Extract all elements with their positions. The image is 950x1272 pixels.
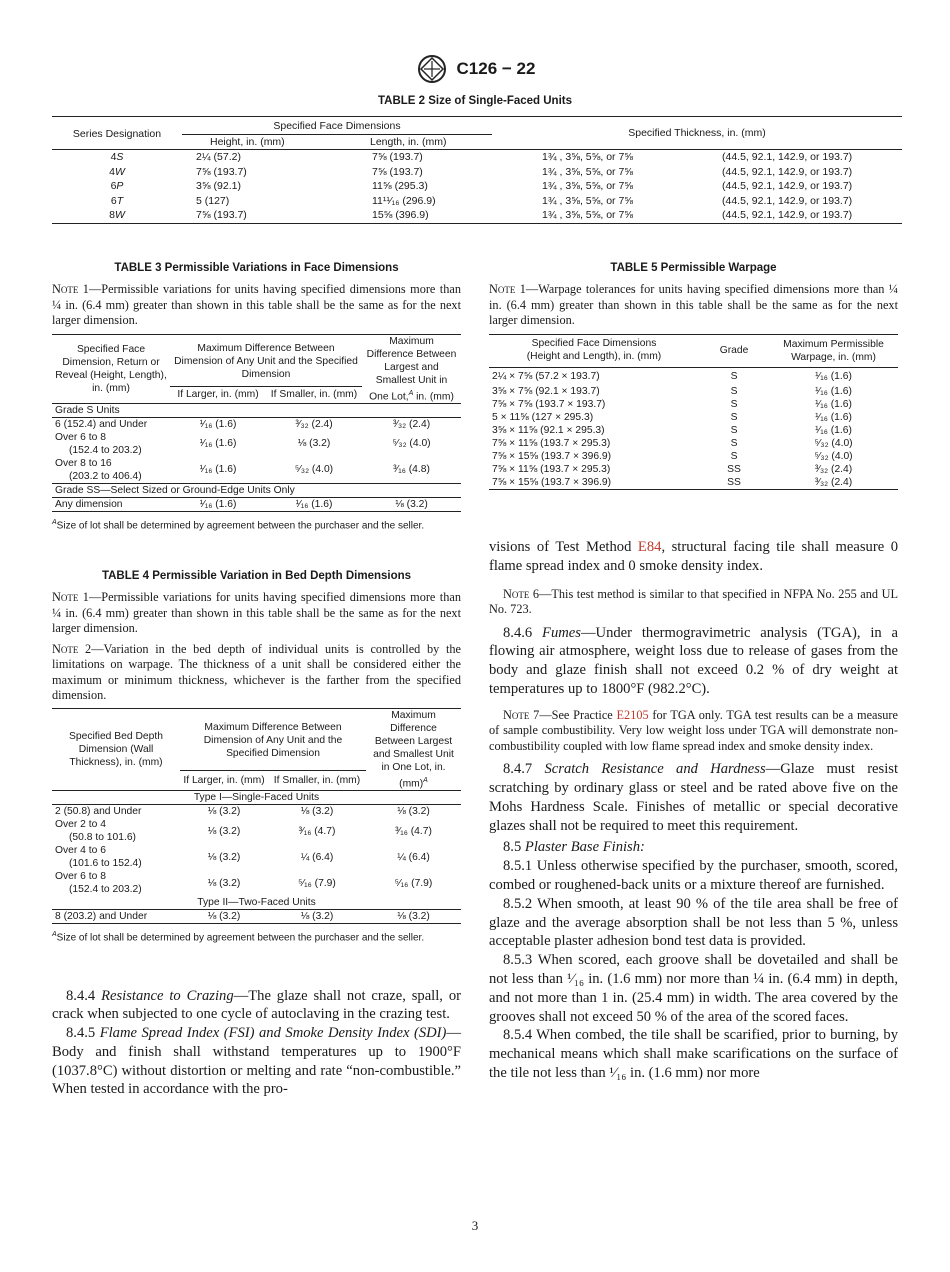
e84-link[interactable]: E84 xyxy=(637,539,662,555)
table-row xyxy=(489,367,898,385)
table4-cell-dim xyxy=(52,818,180,844)
table5-cell-grade: S xyxy=(730,451,738,462)
table5-cell-grade: S xyxy=(730,370,738,382)
section-8-4-6: 8.4.6 Fumes—Under thermogravimetric analysis (TGA), in a flowing air atmosphere, weight loss due to release of gases from the body and glaze finish shall not exceed 0.2 % of dry weight at temperatures up to 1800°F (982.2°C). xyxy=(489,624,898,697)
table4-cell-dim xyxy=(52,844,180,870)
table2-header-height: Height, in. (mm) xyxy=(182,134,342,150)
table4-dim-label: Over 4 to 6 xyxy=(55,845,106,857)
table4-cell-lot: ¼ (6.4) xyxy=(397,851,430,863)
right-column xyxy=(489,262,898,1083)
table3-cell-larger: ¹⁄₁₆ (1.6) xyxy=(199,438,237,450)
table3-dim-metric: (152.4 to 203.2) xyxy=(69,444,142,456)
table3-dim-label: Over 8 to 16 xyxy=(55,457,112,469)
table-row xyxy=(52,818,461,844)
table5-cell-dim: 2¼ × 7⅝ (57.2 × 193.7) xyxy=(492,370,600,382)
table3-cell-lot: ⁵⁄₃₂ (4.0) xyxy=(392,438,431,450)
table4-cell-smaller: ³⁄₁₆ (4.7) xyxy=(298,825,336,837)
table2-cell-thickness-in: 1¾ , 3⅝, 5⅝, or 7⅝ xyxy=(542,165,634,178)
table4-header-difference: Maximum Difference Between Dimension of Any Unit and the Specified Dimension xyxy=(180,708,366,770)
table4-header-lot: Maximum Difference Between Largest and Smallest Unit in One Lot, in. (mm)$^A$ xyxy=(366,708,461,790)
table4-cell-larger: ⅛ (3.2) xyxy=(207,851,241,863)
table4-cell-smaller: ⁵⁄₁₆ (7.9) xyxy=(298,877,336,889)
table2-cell-length: 11¹¹⁄₁₆ (296.9) xyxy=(372,194,436,207)
table-row xyxy=(52,194,902,209)
table4-header-smaller: If Smaller, in. (mm) xyxy=(268,770,366,791)
table5-header-warpage: Maximum Permissible Warpage, in. (mm) xyxy=(769,334,898,367)
table-row xyxy=(52,208,902,223)
table-row xyxy=(489,463,898,476)
table5-cell-grade: S xyxy=(730,386,738,397)
table5-cell-dim: 3⅝ × 7⅝ (92.1 × 193.7) xyxy=(492,386,600,397)
table5-cell-dim: 7⅝ × 7⅝ (193.7 × 193.7) xyxy=(492,399,606,410)
table5-cell-warpage: ³⁄₃₂ (2.4) xyxy=(769,476,898,490)
table4-dim-label: Over 2 to 4 xyxy=(55,819,106,831)
table4-note2: Note 2—Variation in the bed depth of individual units is controlled by the limitations on warpage. The thickness of a unit shall be considered either the maximum or minimum thickness, whichever is the farther from the specified dimension. xyxy=(52,641,461,703)
section-8-4-7: 8.4.7 Scratch Resistance and Hardness—Glaze must resist scratching by ordinary glass or steel and be rated above five on the Mohs Hardness Scale. Finishes of metallic or special decorative glazes shall not be required to meet this requirement. xyxy=(489,761,898,834)
table3-header-dimension: Specified Face Dimension, Return or Reveal (Height, Length), in. (mm) xyxy=(52,334,170,403)
table2-cell-thickness-in: 1¾ , 3⅝, 5⅝, or 7⅝ xyxy=(542,151,634,163)
series-number: 4 xyxy=(109,165,115,178)
table3-cell-smaller: ⁵⁄₃₂ (4.0) xyxy=(294,464,334,476)
table3-cell-dim xyxy=(52,417,170,431)
table3-dim-label: Over 6 to 8 xyxy=(55,431,106,443)
table4-note1: Note 1—Permissible variations for units having specified dimensions more than ¼ in. (6.4 mm) greater than shown in this table shall be the same as for the next larger dimension. xyxy=(52,590,461,636)
table3-title: TABLE 3 Permissible Variations in Face Dimensions xyxy=(114,262,399,274)
table2-cell-thickness-mm: (44.5, 92.1, 142.9, or 193.7) xyxy=(722,194,853,207)
table3-cell-smaller: ⅛ (3.2) xyxy=(297,438,331,450)
table3-cell-smaller: ¹⁄₁₆ (1.6) xyxy=(266,497,362,511)
table2-cell-length: 7⅝ (193.7) xyxy=(372,165,423,178)
table3-footnote: $^A$Size of lot shall be determined by agreement between the purchaser and the seller. xyxy=(52,518,425,532)
page-number: 3 xyxy=(471,1218,479,1233)
table2-cell-height: 7⅝ (193.7) xyxy=(182,208,342,223)
table-row xyxy=(52,910,461,924)
table4-cell-lot: ⅛ (3.2) xyxy=(397,806,430,818)
table-row xyxy=(52,844,461,870)
table2-cell-height: 5 (127) xyxy=(196,194,230,207)
table2-cell-thickness-mm: (44.5, 92.1, 142.9, or 193.7) xyxy=(722,165,853,178)
table5-cell-warpage: ¹⁄₁₆ (1.6) xyxy=(815,412,852,423)
table5-cell-grade: S xyxy=(730,425,738,436)
astm-logo-icon xyxy=(415,54,449,84)
table3-cell-dim xyxy=(52,457,170,484)
table3-header-larger: If Larger, in. (mm) xyxy=(170,386,266,403)
table4-header-dimension: Specified Bed Depth Dimension (Wall Thickness), in. (mm) xyxy=(52,708,180,790)
table2-cell-height: 3⅝ (92.1) xyxy=(196,180,241,192)
series-letter: T xyxy=(116,194,124,207)
table4-title: TABLE 4 Permissible Variation in Bed Depth Dimensions xyxy=(101,570,412,583)
table5-cell-warpage: ⁵⁄₃₂ (4.0) xyxy=(814,451,853,462)
table3-grade-ss: Grade SS—Select Sized or Ground-Edge Units Only xyxy=(52,483,461,497)
table3-dim-metric: (203.2 to 406.4) xyxy=(69,470,142,482)
table4-cell-larger: ⅛ (3.2) xyxy=(207,806,241,818)
table3-header-smaller: If Smaller, in. (mm) xyxy=(266,386,362,403)
table5-cell-warpage: ¹⁄₁₆ (1.6) xyxy=(815,370,852,382)
table2-cell-thickness-in: 1¾ , 3⅝, 5⅝, or 7⅝ xyxy=(542,194,634,207)
table4-cell-lot: ³⁄₁₆ (4.7) xyxy=(395,825,432,837)
series-letter: W xyxy=(114,165,125,178)
left-body-text xyxy=(52,987,461,1100)
table3-cell-lot: ⅛ (3.2) xyxy=(362,497,461,511)
section-8-5-3: 8.5.3 When scored, each groove shall be dovetailed and shall be not less than ¹⁄₁₆ in. (1.6 mm) nor more than ¼ in. (6.4 mm) in depth, and not more than 1 in. (25.4 mm) in width. The area covered by the grooves shall not exceed 50 % of the area of the scored faces. xyxy=(489,952,898,1025)
table4-dim-metric: (50.8 to 101.6) xyxy=(69,832,136,844)
table2-cell-length: 11⅝ (295.3) xyxy=(372,180,428,192)
table3-grade-s: Grade S Units xyxy=(52,403,461,417)
table4-cell-larger: ⅛ (3.2) xyxy=(207,877,241,889)
table4-cell-dim: 8 (203.2) and Under xyxy=(52,910,180,924)
e2105-link[interactable]: E2105 xyxy=(616,707,649,722)
section-8-4-4: 8.4.4 Resistance to Crazing—The glaze shall not craze, spall, or crack when subjected to one cycle of autoclaving in the crazing test. xyxy=(52,987,461,1023)
table2-header-series: Series Designation xyxy=(52,117,182,150)
table5-header-dimensions: Specified Face Dimensions (Height and Length), in. (mm) xyxy=(489,334,699,367)
table5-cell-warpage: ³⁄₃₂ (2.4) xyxy=(814,464,853,475)
table5 xyxy=(489,334,898,491)
table3-cell-larger: ¹⁄₁₆ (1.6) xyxy=(170,497,266,511)
table3-cell-dim xyxy=(52,431,170,457)
table-row xyxy=(52,165,902,180)
table2-cell-thickness-mm: (44.5, 92.1, 142.9, or 193.7) xyxy=(722,180,853,192)
table-row xyxy=(52,179,902,194)
table4-cell-larger: ⅛ (3.2) xyxy=(207,825,241,837)
table4-cell-smaller: ⅛ (3.2) xyxy=(300,806,334,818)
table4-cell-larger: ⅛ (3.2) xyxy=(180,910,268,924)
series-number: 4 xyxy=(110,151,117,163)
table-row xyxy=(489,476,898,490)
table5-cell-warpage: ¹⁄₁₆ (1.6) xyxy=(815,399,852,410)
table-row xyxy=(489,398,898,411)
table4-cell-dim xyxy=(52,805,180,819)
table5-cell-warpage: ⁵⁄₃₂ (4.0) xyxy=(814,438,853,449)
table3-cell-larger: ¹⁄₁₆ (1.6) xyxy=(199,418,237,430)
section-8-5-4: 8.5.4 When combed, the tile shall be scarified, prior to burning, by mechanical means which shall make scarifications on the surface of the tile not less than ¹⁄₁₆ in. (1.6 mm) nor more xyxy=(489,1027,898,1082)
table2 xyxy=(52,116,902,224)
table5-cell-grade: S xyxy=(730,412,738,423)
table4-cell-smaller: ¼ (6.4) xyxy=(300,851,334,863)
standard-designation: C126 − 22 xyxy=(456,59,536,78)
note-7: Note 7—See Practice E2105 for TGA only. TGA test results can be a measure of sample combustibility. Very low weight loss under TGA will demonstrate non-combustibility coupled with low flame spread index and smoke density index. xyxy=(489,707,898,753)
section-8-5: 8.5 Plaster Base Finish: xyxy=(503,839,645,856)
series-letter: S xyxy=(116,151,124,163)
section-8-5-1: 8.5.1 Unless otherwise specified by the purchaser, smooth, scored, combed or roughened-back units or a mixture thereof are furnished. xyxy=(489,858,898,894)
table-row xyxy=(489,424,898,437)
table4 xyxy=(52,708,461,924)
table5-cell-dim: 7⅝ × 11⅝ (193.7 × 295.3) xyxy=(492,464,611,475)
table4-type2: Type II—Two-Faced Units xyxy=(52,896,461,910)
table4-header-larger: If Larger, in. (mm) xyxy=(180,770,268,791)
table-row xyxy=(52,457,461,484)
table4-cell-lot: ⁵⁄₁₆ (7.9) xyxy=(394,877,433,889)
section-8-5-2: 8.5.2 When smooth, at least 90 % of the tile area shall be free of glaze and the average absorption shall be not less than 5 %, unless acceptable plaster adhesion bond test data is provided. xyxy=(489,895,898,950)
table5-cell-dim: 5 × 11⅝ (127 × 295.3) xyxy=(492,412,594,423)
table5-cell-dim: 7⅝ × 15⅝ (193.7 × 396.9) xyxy=(492,451,612,462)
table3-note: Note 1—Permissible variations for units having specified dimensions more than ¼ in. (6.4 mm) greater than shown in this table shall be the same as for the next larger dimension. xyxy=(52,282,461,327)
table2-cell-series xyxy=(52,150,182,165)
table4-dim-metric: (101.6 to 152.4) xyxy=(69,858,142,870)
table5-cell-dim: 7⅝ × 15⅝ (193.7 × 396.9) xyxy=(489,476,699,490)
series-number: 8 xyxy=(109,209,115,221)
table4-dim-label: 2 (50.8) and Under xyxy=(55,806,142,818)
table2-cell-thickness-mm: (44.5, 92.1, 142.9, or 193.7) xyxy=(682,208,902,223)
table4-dim-metric: (152.4 to 203.2) xyxy=(69,884,142,896)
table3-cell-larger: ¹⁄₁₆ (1.6) xyxy=(199,464,237,476)
table2-cell-length: 7⅝ (193.7) xyxy=(372,151,423,163)
table-row xyxy=(52,870,461,896)
table5-cell-grade: S xyxy=(730,438,738,449)
table4-footnote: $^A$Size of lot shall be determined by agreement between the purchaser and the seller. xyxy=(52,931,425,944)
table4-dim-label: Over 6 to 8 xyxy=(55,871,106,883)
table2-cell-height: 7⅝ (193.7) xyxy=(196,165,247,178)
table-row xyxy=(489,411,898,424)
table3-cell-smaller: ³⁄₃₂ (2.4) xyxy=(295,418,333,430)
table3-header-lot: Maximum Difference Between Largest and Smallest Unit in One Lot,$^A$ in. (mm) xyxy=(362,334,461,403)
table2-cell-series xyxy=(52,208,182,223)
table3-dim-label: 6 (152.4) and Under xyxy=(55,418,148,430)
table2-header-thickness: Specified Thickness, in. (mm) xyxy=(492,117,902,150)
table2-header-length: Length, in. (mm) xyxy=(342,134,492,150)
table4-cell-smaller: ⅛ (3.2) xyxy=(268,910,366,924)
table5-cell-grade: SS xyxy=(727,464,741,475)
right-body-text xyxy=(489,538,898,1083)
series-number: 6 xyxy=(110,180,117,192)
table2-cell-height: 2¼ (57.2) xyxy=(196,151,241,163)
table2-cell-thickness-in: 1¾ , 3⅝, 5⅝, or 7⅝ xyxy=(542,180,634,192)
table-row xyxy=(52,417,461,431)
left-column xyxy=(52,262,461,1099)
table2-cell-series xyxy=(52,194,182,209)
page-header xyxy=(0,54,950,84)
table-row xyxy=(489,437,898,450)
table5-cell-warpage: ¹⁄₁₆ (1.6) xyxy=(815,386,852,397)
table-row xyxy=(489,385,898,398)
table2-title: TABLE 2 Size of Single-Faced Units xyxy=(377,95,573,107)
table5-title: TABLE 5 Permissible Warpage xyxy=(610,262,777,274)
table5-cell-dim: 7⅝ × 11⅝ (193.7 × 295.3) xyxy=(492,438,611,449)
table3-header-difference: Maximum Difference Between Dimension of Any Unit and the Specified Dimension xyxy=(170,334,362,386)
table-row xyxy=(52,805,461,819)
table-row xyxy=(52,431,461,457)
table3-cell-dim: Any dimension xyxy=(52,497,170,511)
table-row xyxy=(52,150,902,165)
table5-note: Note 1—Warpage tolerances for units having specified dimensions more than ¼ in. (6.4 mm) greater than shown in this table shall be the same as for the next larger dimension. xyxy=(489,282,898,327)
table5-cell-grade: S xyxy=(730,399,738,410)
table3 xyxy=(52,334,461,512)
note-6: Note 6—This test method is similar to that specified in NFPA No. 255 and UL No. 723. xyxy=(489,586,898,617)
table5-cell-grade: SS xyxy=(699,476,769,490)
section-8-4-5-cont: visions of Test Method E84, structural facing tile shall measure 0 flame spread index and 0 smoke density index. xyxy=(489,539,899,574)
table2-cell-length: 15⅝ (396.9) xyxy=(342,208,492,223)
table2-header-face: Specified Face Dimensions xyxy=(182,117,492,135)
series-letter: W xyxy=(114,209,125,221)
series-number: 6 xyxy=(110,194,117,207)
table3-cell-lot: ³⁄₁₆ (4.8) xyxy=(393,464,430,476)
table4-cell-lot: ⅛ (3.2) xyxy=(366,910,461,924)
table-row xyxy=(52,497,461,511)
section-8-4-5: 8.4.5 Flame Spread Index (FSI) and Smoke Density Index (SDI)—Body and finish shall withstand temperatures up to 1900°F (1037.8°C) without distortion or melting and rate “non-combustible.” When tested in accordance with the pro- xyxy=(52,1025,461,1098)
table2-cell-series xyxy=(52,179,182,194)
table4-cell-dim xyxy=(52,870,180,896)
table5-cell-warpage: ¹⁄₁₆ (1.6) xyxy=(815,425,852,436)
table2-cell-thickness-in: 1¾ , 3⅝, 5⅝, or 7⅝ xyxy=(492,208,682,223)
table2-cell-series xyxy=(52,165,182,180)
series-letter: P xyxy=(116,180,124,192)
table-row xyxy=(489,450,898,463)
table5-cell-dim: 3⅝ × 11⅝ (92.1 × 295.3) xyxy=(492,425,605,436)
table5-header-grade: Grade xyxy=(699,334,769,367)
table3-cell-lot: ³⁄₃₂ (2.4) xyxy=(392,418,431,430)
table4-type1: Type I—Single-Faced Units xyxy=(52,791,461,805)
table2-cell-thickness-mm: (44.5, 92.1, 142.9, or 193.7) xyxy=(722,151,853,163)
